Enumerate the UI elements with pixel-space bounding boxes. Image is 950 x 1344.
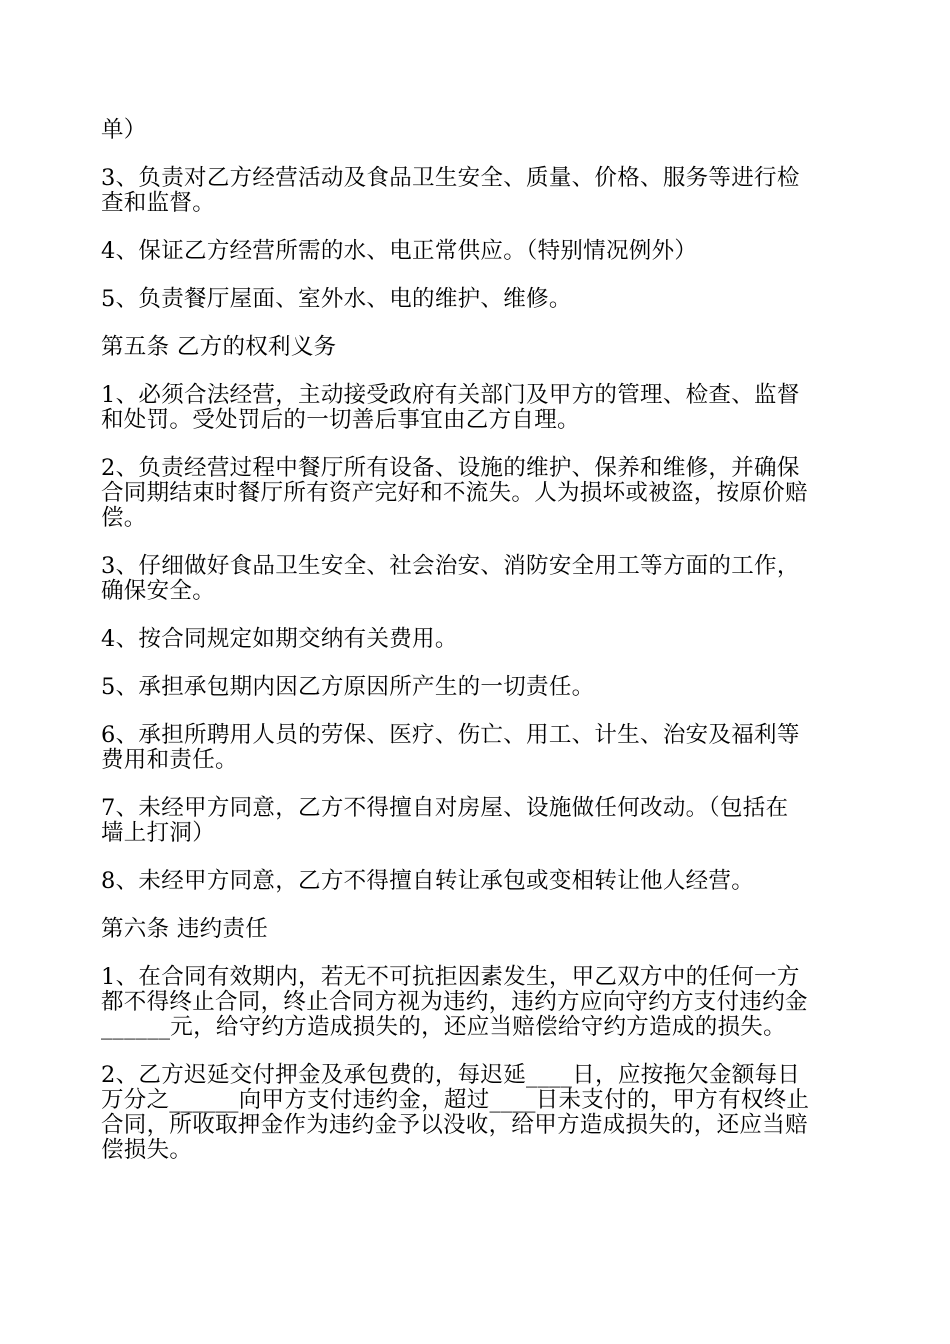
text-line: 5、负责餐厅屋面、室外水、电的维护、维修。 [101,286,572,312]
text-line: 2、负责经营过程中餐厅所有设备、设施的维护、保养和维修，并确保 [101,455,800,481]
text-line: 偿。 [101,505,147,531]
text-line: 合同期结束时餐厅所有资产完好和不流失。人为损坏或被盗，按原价赔 [101,480,808,506]
text-line: 1、必须合法经营，主动接受政府有关部门及甲方的管理、检查、监督 [101,382,800,408]
paragraph-clause-5-8 [101,869,854,894]
text-line: 查和监督。 [101,190,216,216]
paragraph-clause-5-6 [101,723,854,773]
heading-text: 第五条 乙方的权利义务 [101,334,337,360]
text-line: 合同，所收取押金作为违约金予以没收，给甲方造成损失的，还应当赔 [101,1112,808,1138]
paragraph-continuation [101,118,854,143]
paragraph-clause-5-5 [101,675,854,700]
paragraph-clause-5-2 [101,456,854,531]
text-line: 4、按合同规定如期交纳有关费用。 [101,626,458,652]
text-line: 1、在合同有效期内，若无不可抗拒因素发生，甲乙双方中的任何一方 [101,964,800,990]
text-line: 3、仔细做好食品卫生安全、社会治安、消防安全用工等方面的工作， [101,553,800,579]
paragraph-clause-5-7 [101,796,854,846]
paragraph-clause-5-4 [101,627,854,652]
paragraph-clause-5-3 [101,554,854,604]
text-line: 6、承担所聘用人员的劳保、医疗、伤亡、用工、计生、治安及福利等 [101,722,800,748]
text-line: 和处罚。受处罚后的一切善后事宜由乙方自理。 [101,407,580,433]
text-line: 3、负责对乙方经营活动及食品卫生安全、质量、价格、服务等进行检 [101,165,800,191]
text-line: 7、未经甲方同意，乙方不得擅自对房屋、设施做任何改动。（包括在 [101,795,789,821]
text-line: 墙上打洞） [101,820,216,846]
text-line: 偿损失。 [101,1137,193,1163]
section-heading-article-5 [101,335,854,360]
heading-text: 第六条 违约责任 [101,916,269,942]
paragraph-clause-4-5 [101,287,854,312]
paragraph-clause-4-3 [101,166,854,216]
section-heading-article-6 [101,917,854,942]
paragraph-clause-6-1 [101,965,854,1040]
paragraph-clause-5-1 [101,383,854,433]
text-line: 单） [101,117,147,143]
paragraph-clause-4-4 [101,239,854,264]
text-line: 4、保证乙方经营所需的水、电正常供应。（特别情况例外） [101,238,698,264]
text-line: 确保安全。 [101,578,216,604]
paragraph-clause-6-2 [101,1063,854,1163]
text-line: ______元，给守约方造成损失的，还应当赔偿给守约方造成的损失。 [101,1014,786,1040]
text-line: 都不得终止合同，终止合同方视为违约，违约方应向守约方支付违约金 [101,989,808,1015]
text-line: 8、未经甲方同意，乙方不得擅自转让承包或变相转让他人经营。 [101,868,755,894]
text-line: 万分之______向甲方支付违约金，超过____日未支付的，甲方有权终止 [101,1087,810,1113]
text-line: 2、乙方迟延交付押金及承包费的，每迟延____日，应按拖欠金额每日 [101,1062,801,1088]
text-line: 费用和责任。 [101,747,238,773]
text-line: 5、承担承包期内因乙方原因所产生的一切责任。 [101,674,595,700]
